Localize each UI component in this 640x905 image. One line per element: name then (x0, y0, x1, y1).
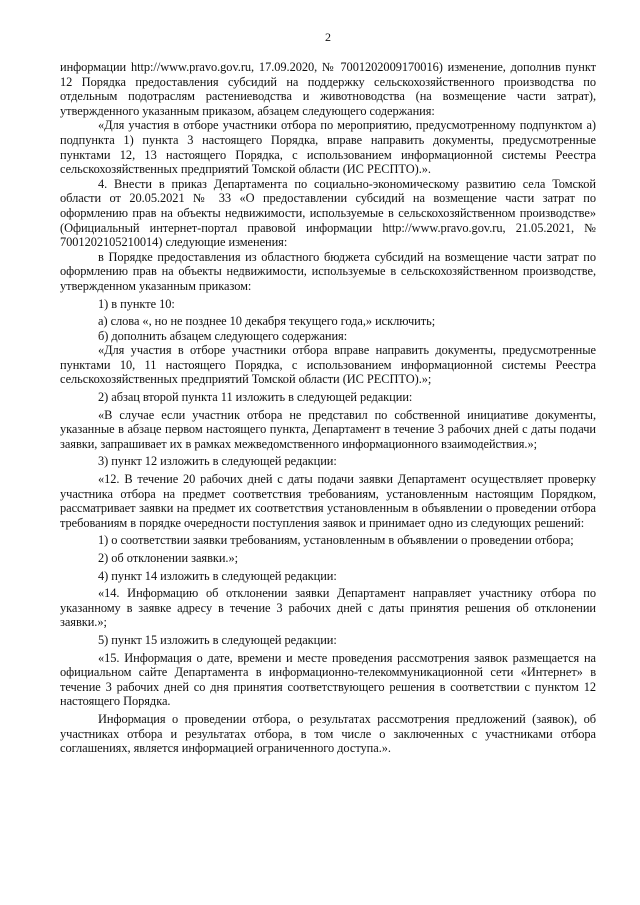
paragraph-14: 2) об отклонении заявки.»; (98, 551, 239, 565)
paragraph-17: 5) пункт 15 изложить в следующей редакции: (98, 632, 337, 647)
paragraph-9: 2) абзац второй пункта 11 изложить в следующей редакции: (98, 390, 413, 405)
paragraph-7: б) дополнить абзацем следующего содержания: (98, 328, 348, 343)
paragraph-16: «14. Информацию об отклонении заявки Департамент направляет участнику отбора по указанному в заявке адресу в течение 3 рабочих дней с даты принятия решения об отклонении заявки.»; (60, 586, 596, 630)
paragraph-6: а) слова «, но не позднее 10 декабря текущего года,» исключить; (98, 314, 436, 329)
paragraph-13: 1) о соответствии заявки требованиям, установленным в объявлении о проведении отбора; (98, 533, 574, 548)
paragraph-4: в Порядке предоставления из областного бюджета субсидий на возмещение части затрат по оформлению прав на объекты недвижимости, используемые в сельскохозяйственном производстве, утвержденном указанным приказом: (60, 249, 596, 293)
paragraph-15: 4) пункт 14 изложить в следующей редакции: (98, 568, 337, 583)
paragraph-1: информации http://www.pravo.gov.ru, 17.09.2020, № 7001202009170016) изменение, дополнив пункт 12 Порядка предоставления субсидий на поддержку сельскохозяйственного производства по отдельным подотраслям растениеводства и животноводства (на возмещение части затрат), утвержденного указанным приказом, абзацем следующего содержания: (60, 60, 596, 118)
paragraph-11: 3) пункт 12 изложить в следующей редакции: (98, 454, 337, 469)
page-number: 2 (325, 30, 331, 44)
paragraph-3: 4. Внести в приказ Департамента по социально-экономическому развитию села Томской области от 20.05.2021 № 33 «О предоставлении субсидий на возмещение части затрат по оформлению прав на объекты недвижимости, используемые в сельскохозяйственном производстве» (Официальный интернет-портал правовой информации http://www.pravo.gov.ru, 21.05.2021, № 7001202105210014) следующие изменения: (60, 176, 596, 250)
paragraph-19: Информация о проведении отбора, о результатах рассмотрения предложений (заявок), об участниках отбора и результатах отбора, в том числе о заключенных с участниками отбора соглашениях, является информацией ограниченного доступа.». (60, 711, 596, 756)
paragraph-12: «12. В течение 20 рабочих дней с даты подачи заявки Департамент осуществляет проверку участника отбора на предмет соответствия требованиям, установленным настоящим Порядком, рассматривает заявки на предмет их соответствия установленным в объявлении о проведении отбора требованиям в порядке очередности поступления заявок и принимает одно из следующих решений: (60, 472, 596, 530)
paragraph-2: «Для участия в отборе участники отбора по мероприятию, предусмотренному подпунктом а) подпункта 1) пункта 3 настоящего Порядка, вправе направить документы, предусмотренные пунктами 12, 13 настоящего Порядка, с использованием информационной системы Реестра сельскохозяйственных предприятий Томской области (ИС РЕСПТО).». (60, 118, 596, 177)
paragraph-10: «В случае если участник отбора не представил по собственной инициативе документы, указанные в абзаце первом настоящего пункта, Департамент в течение 3 рабочих дней с даты подачи заявки, запрашивает их в рамках межведомственного информационного взаимодействия.»; (60, 407, 596, 451)
paragraph-18: «15. Информация о дате, времени и месте проведения рассмотрения заявок размещается на официальном сайте Департамента в информационно-телекоммуникационной сети «Интернет» в течение 3 рабочих дней со дня принятия соответствующего решения в соответствии с пунктом 12 настоящего Порядка. (60, 650, 596, 709)
paragraph-8: «Для участия в отборе участники отбора вправе направить документы, предусмотренные пунктами 10, 11 настоящего Порядка, с использованием информационной системы Реестра сельскохозяйственных предприятий Томской области (ИС РЕСПТО).»; (60, 343, 596, 387)
paragraph-5: 1) в пункте 10: (98, 296, 175, 311)
